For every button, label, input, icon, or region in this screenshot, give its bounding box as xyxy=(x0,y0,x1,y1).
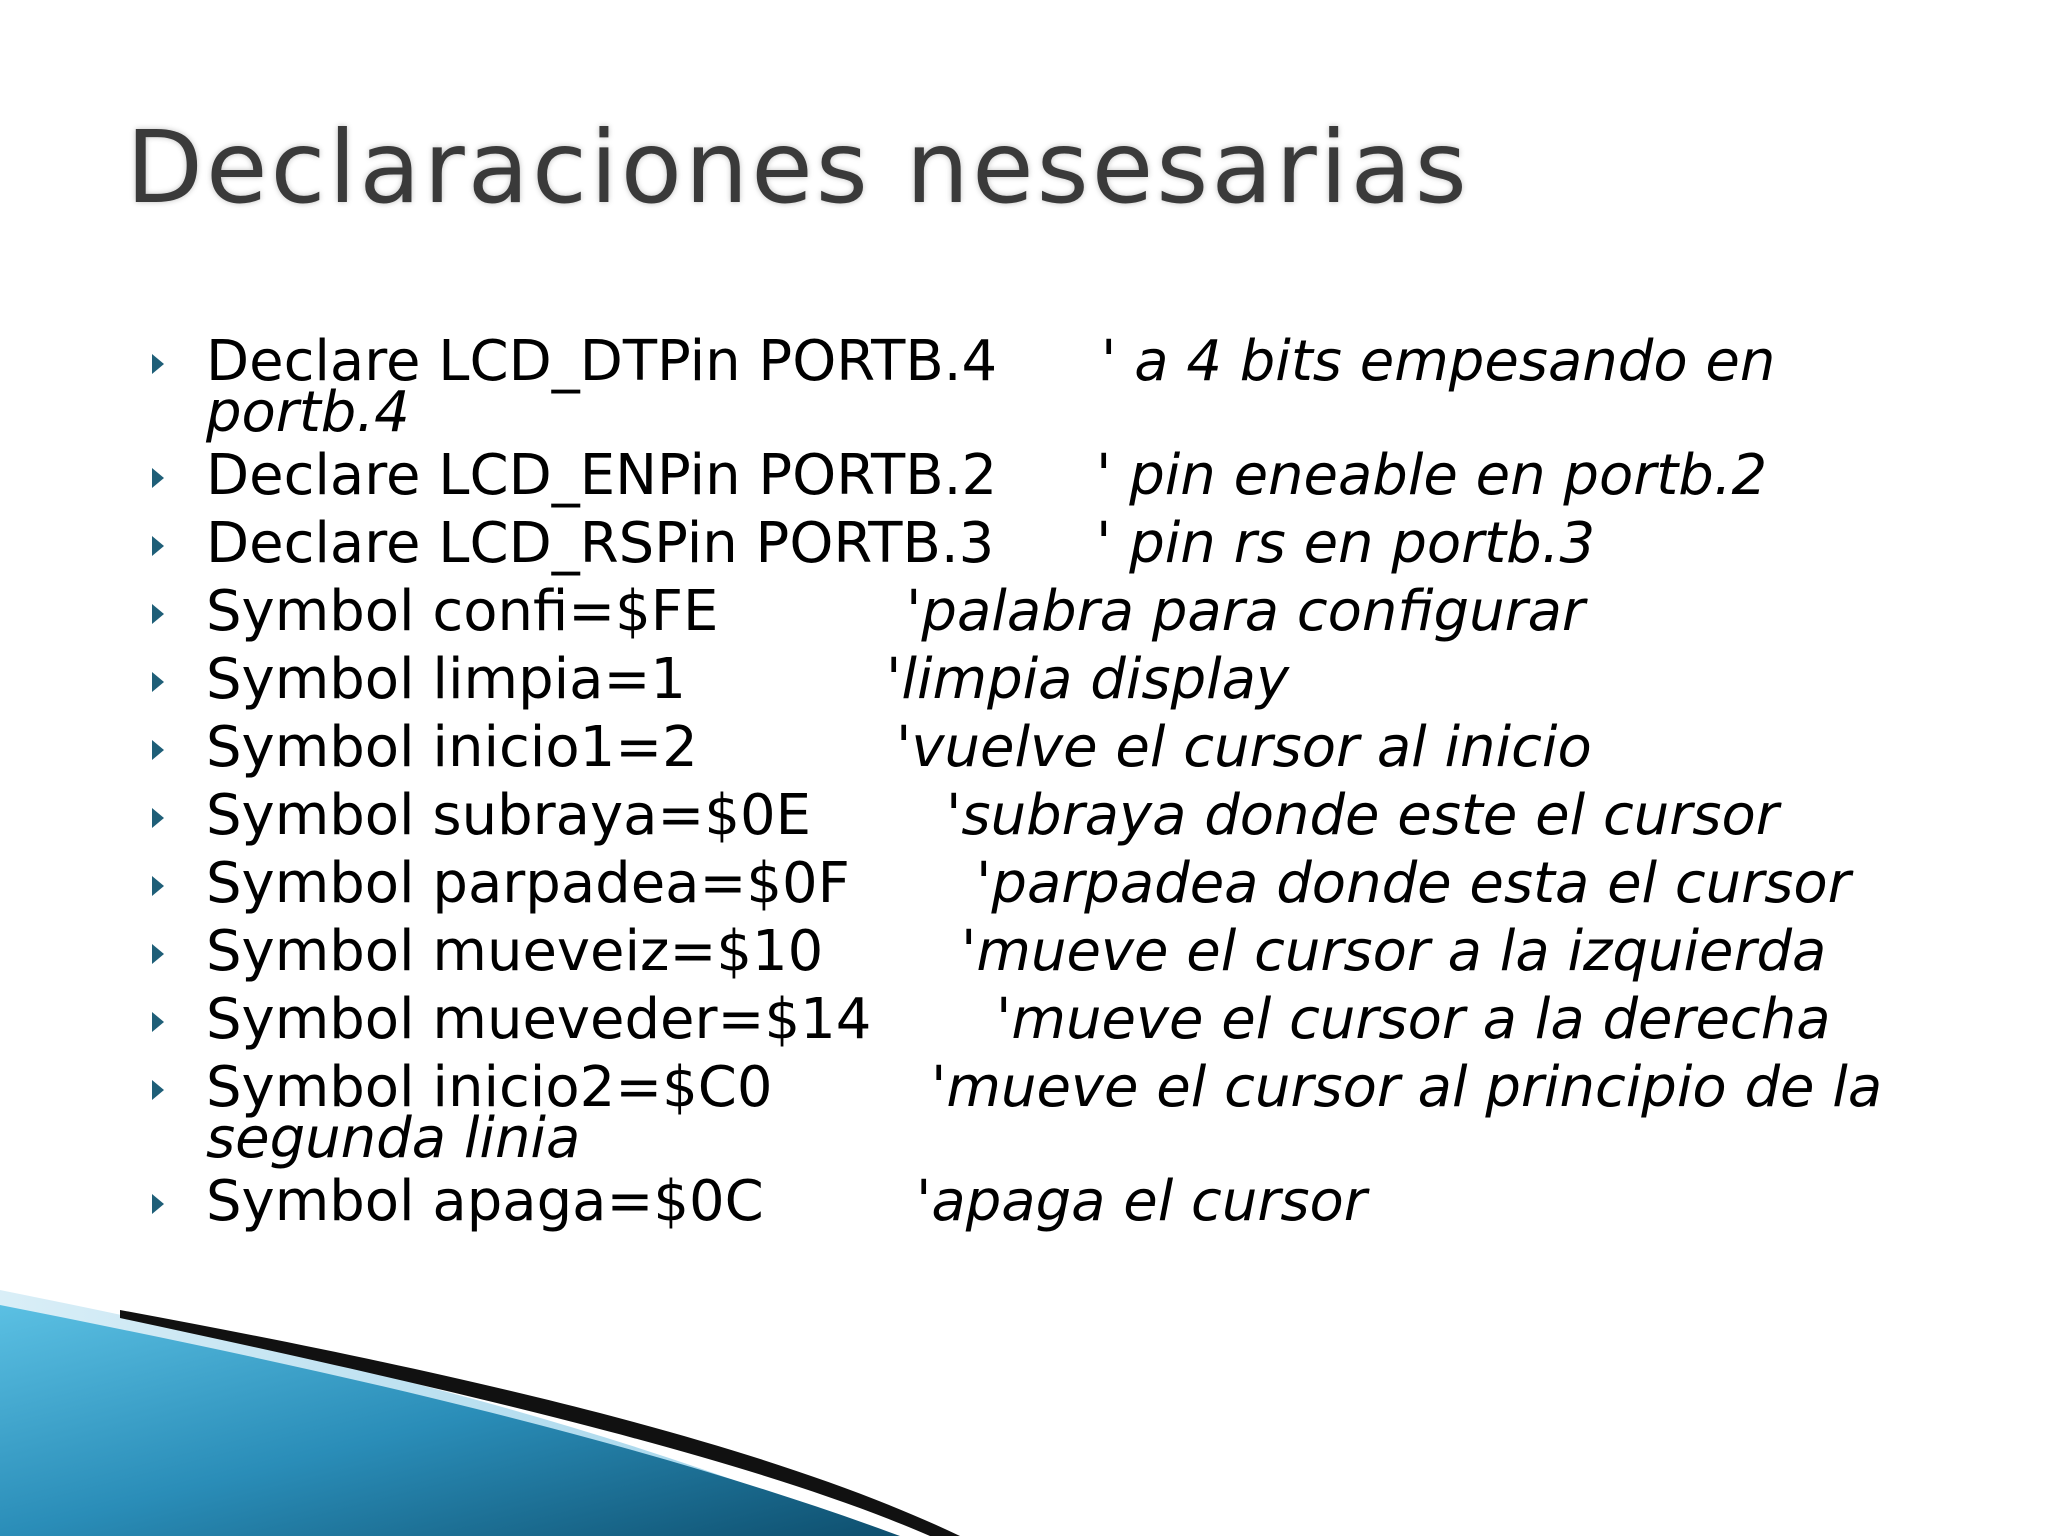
list-item xyxy=(140,782,1970,850)
triangle-bullet-icon xyxy=(152,944,164,964)
code-text: Declare LCD_ENPin PORTB.2 xyxy=(206,443,998,508)
list-item xyxy=(140,646,1970,714)
comment-text: ' pin rs en portb.3 xyxy=(1096,511,1596,576)
triangle-bullet-icon xyxy=(152,354,164,374)
code-text: Symbol mueveiz=$10 xyxy=(206,919,824,984)
list-item xyxy=(140,918,1970,986)
list-item xyxy=(140,714,1970,782)
code-text: Declare LCD_DTPin PORTB.4 xyxy=(206,329,998,394)
comment-continuation: segunda linia xyxy=(206,1106,581,1171)
triangle-bullet-icon xyxy=(152,672,164,692)
triangle-bullet-icon xyxy=(152,808,164,828)
comment-continuation: portb.4 xyxy=(206,380,410,445)
triangle-bullet-icon xyxy=(152,604,164,624)
slide-title: Declaraciones nesesarias xyxy=(126,109,1470,226)
triangle-bullet-icon xyxy=(152,536,164,556)
code-text: Symbol limpia=1 xyxy=(206,647,687,712)
triangle-bullet-icon xyxy=(152,740,164,760)
comment-text: 'apaga el cursor xyxy=(916,1169,1367,1234)
code-text: Symbol inicio1=2 xyxy=(206,715,698,780)
comment-text: 'limpia display xyxy=(886,647,1290,712)
list-item xyxy=(140,578,1970,646)
swoosh-dark-line xyxy=(120,1310,960,1536)
triangle-bullet-icon xyxy=(152,876,164,896)
list-item xyxy=(140,510,1970,578)
comment-text: 'palabra para configurar xyxy=(906,579,1585,644)
comment-text: ' a 4 bits empesando en xyxy=(1101,329,1776,394)
list-item xyxy=(140,986,1970,1054)
code-text: Symbol apaga=$0C xyxy=(206,1169,764,1234)
code-text: Symbol mueveder=$14 xyxy=(206,987,872,1052)
code-text: Symbol subraya=$0E xyxy=(206,783,811,848)
comment-text: 'parpadea donde esta el cursor xyxy=(976,851,1851,916)
comment-text: 'mueve el cursor a la derecha xyxy=(996,987,1831,1052)
triangle-bullet-icon xyxy=(152,468,164,488)
declaration-list xyxy=(140,328,1970,1236)
comment-text: 'mueve el cursor a la izquierda xyxy=(961,919,1827,984)
list-item xyxy=(140,442,1970,510)
comment-text: 'mueve el cursor al principio de la xyxy=(931,1055,1883,1120)
swoosh-blue-band xyxy=(0,1305,900,1536)
triangle-bullet-icon xyxy=(152,1194,164,1214)
list-item xyxy=(140,1168,1970,1236)
comment-text: 'subraya donde este el cursor xyxy=(946,783,1779,848)
code-text: Symbol parpadea=$0F xyxy=(206,851,850,916)
triangle-bullet-icon xyxy=(152,1080,164,1100)
triangle-bullet-icon xyxy=(152,1012,164,1032)
code-text: Symbol confi=$FE xyxy=(206,579,719,644)
list-item xyxy=(140,850,1970,918)
list-item xyxy=(140,328,1970,445)
code-text: Declare LCD_RSPin PORTB.3 xyxy=(206,511,995,576)
comment-text: ' pin eneable en portb.2 xyxy=(1096,443,1768,508)
comment-text: 'vuelve el cursor al inicio xyxy=(896,715,1592,780)
list-item xyxy=(140,1054,1970,1171)
code-text: Symbol inicio2=$C0 xyxy=(206,1055,773,1120)
swoosh-light-band xyxy=(0,1290,880,1536)
